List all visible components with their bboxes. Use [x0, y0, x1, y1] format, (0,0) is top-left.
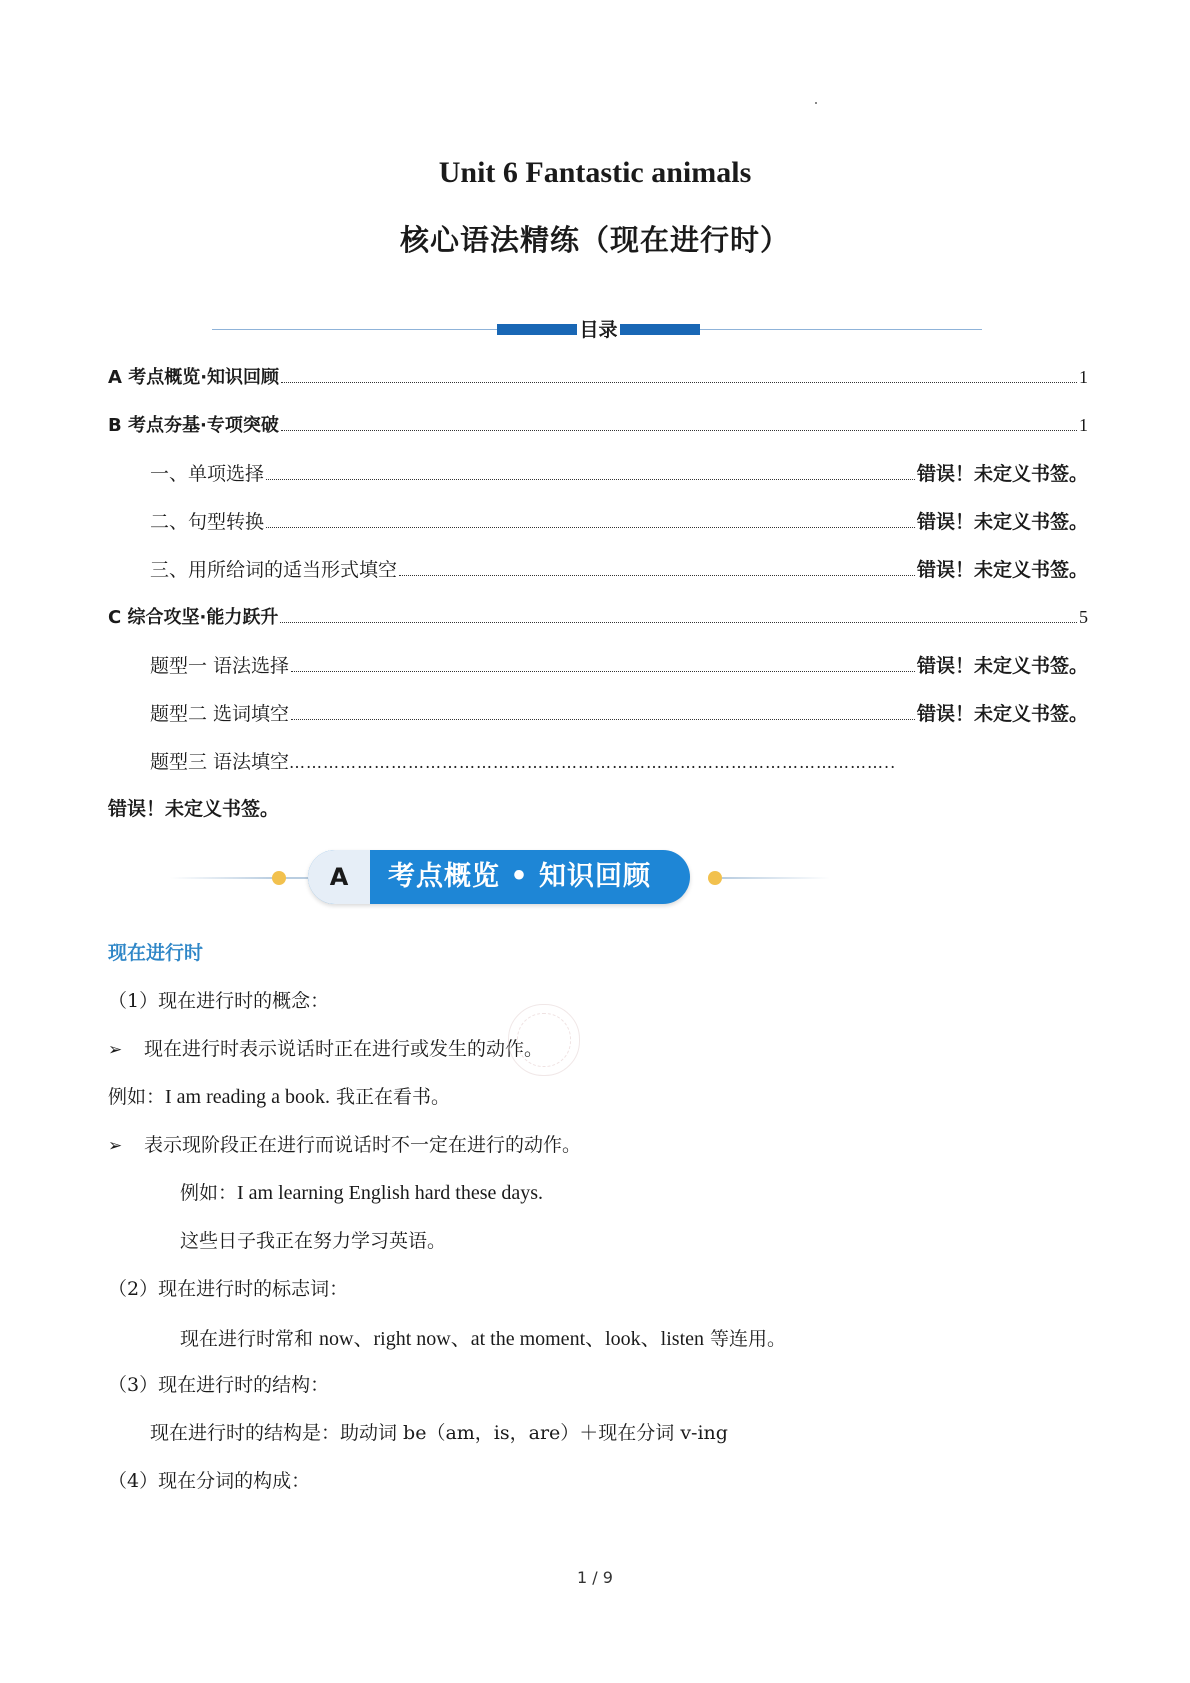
example-english: I am reading a book. [165, 1086, 330, 1108]
toc-entry-label: 题型一 语法选择 [150, 655, 290, 677]
banner-letter: A [329, 863, 349, 891]
bullet-item [108, 1130, 581, 1157]
concept-heading: （1）现在进行时的概念： [108, 990, 330, 1012]
markers-text [180, 1322, 786, 1351]
toc-entry-c1[interactable] [150, 651, 1088, 679]
toc-entry-label: 题型三 语法填空 [150, 751, 290, 773]
toc-leader-dots [281, 430, 1077, 431]
markers-text-pre: 现在进行时常和 [180, 1328, 320, 1350]
toc-leader-dots [281, 382, 1077, 383]
toc-entry-b1[interactable] [150, 459, 1088, 487]
banner-line-right [722, 877, 830, 879]
section-heading: 现在进行时 [108, 942, 204, 964]
example-translation: 这些日子我正在努力学习英语。 [180, 1230, 447, 1252]
toc-entry-b[interactable] [108, 411, 1088, 439]
document-title-chinese: 核心语法精练（现在进行时） [399, 223, 790, 257]
toc-error-text: 错误！未定义书签。 [916, 655, 1088, 677]
toc-entry-b3[interactable] [150, 555, 1088, 583]
toc-entry-label: A 考点概览·知识回顾 [108, 367, 280, 388]
example-line [108, 1082, 450, 1109]
toc-page-number: 1 [1079, 415, 1088, 435]
toc-entry-c[interactable] [108, 603, 1088, 631]
toc-heading: 目录 [577, 318, 620, 342]
bullet-item [108, 1034, 543, 1061]
example-line [180, 1178, 543, 1205]
toc-error-text: 错误！未定义书签。 [916, 559, 1088, 581]
example-english: I am learning English hard these days. [237, 1182, 544, 1204]
toc-header [212, 318, 982, 342]
toc-leader-dots [280, 622, 1077, 623]
markers-text-words: now、right now、at the moment、look、listen [319, 1328, 705, 1350]
arrow-bullet-icon: ➢ [108, 1040, 123, 1060]
toc-error-text: 错误！未定义书签。 [916, 463, 1088, 485]
section-banner [170, 848, 830, 906]
toc-error-text: 错误！未定义书签。 [916, 511, 1088, 533]
toc-entry-a[interactable] [108, 363, 1088, 391]
document-title-english: Unit 6 Fantastic animals [438, 156, 752, 189]
toc-leader-ellipsis: …………………………………………………………………………………………….. [289, 753, 897, 772]
toc-leader-dots [266, 527, 915, 528]
toc-entry-label: B 考点夯基·专项突破 [108, 415, 279, 436]
banner-title: 考点概览 • 知识回顾 [388, 861, 652, 892]
banner-pill [308, 850, 690, 904]
bullet-text: 现在进行时表示说话时正在进行或发生的动作。 [144, 1038, 544, 1060]
watermark-stamp [508, 1004, 580, 1076]
toc-leader-dots [266, 479, 915, 480]
bullet-text: 表示现阶段正在进行而说话时不一定在进行的动作。 [144, 1134, 582, 1156]
participle-heading: （4）现在分词的构成： [108, 1470, 311, 1492]
decorative-dot [815, 102, 817, 104]
markers-heading: （2）现在进行时的标志词： [108, 1278, 349, 1300]
page-number: 1 / 9 [577, 1568, 613, 1587]
example-prefix: 例如： [180, 1182, 238, 1204]
toc-bar-left [497, 324, 577, 335]
toc-bar-right [620, 324, 700, 335]
toc-entry-label: 三、用所给词的适当形式填空 [150, 559, 398, 581]
toc-page-number: 5 [1079, 607, 1088, 627]
toc-entry-label: 一、单项选择 [150, 463, 265, 485]
toc-leader-dots [291, 719, 915, 720]
toc-error-text: 错误！未定义书签。 [916, 703, 1088, 725]
structure-text: 现在进行时的结构是：助动词 be（am，is，are）＋现在分词 v-ing [150, 1422, 728, 1444]
toc-leader-dots [291, 671, 915, 672]
toc-entry-b2[interactable] [150, 507, 1088, 535]
toc-leader-dots [399, 575, 915, 576]
toc-overflow-error: 错误！未定义书签。 [108, 798, 280, 820]
toc-entry-label: 二、句型转换 [150, 511, 265, 533]
banner-dot-right [708, 871, 722, 885]
banner-line-left [170, 877, 275, 879]
toc-entry-label: C 综合攻坚·能力跃升 [108, 607, 279, 628]
example-chinese: 我正在看书。 [329, 1086, 451, 1108]
toc-entry-c3[interactable] [150, 747, 1078, 775]
structure-heading: （3）现在进行时的结构： [108, 1374, 330, 1396]
toc-page-number: 1 [1079, 367, 1088, 387]
toc-entry-c2[interactable] [150, 699, 1088, 727]
banner-dot-left [272, 871, 286, 885]
arrow-bullet-icon: ➢ [108, 1136, 123, 1156]
watermark-stamp-inner [517, 1013, 571, 1067]
markers-text-post: 等连用。 [704, 1328, 787, 1350]
toc-entry-label: 题型二 选词填空 [150, 703, 290, 725]
example-prefix: 例如： [108, 1086, 166, 1108]
